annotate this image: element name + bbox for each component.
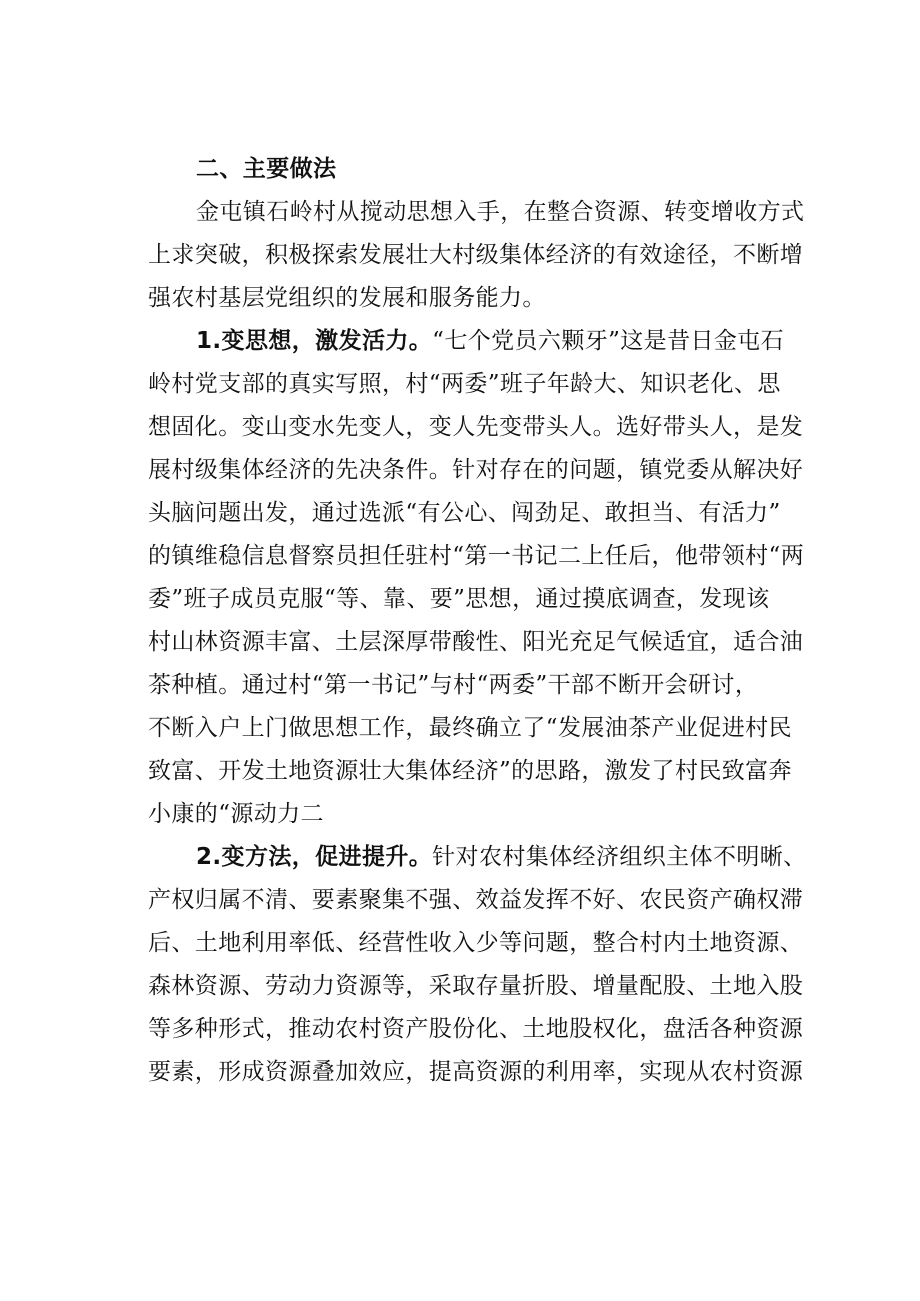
paragraph-line: 茶种植。通过村“第一书记”与村“两委”干部不断开会研讨， bbox=[148, 672, 759, 698]
paragraph-line: 强农村基层党组织的发展和服务能力。 bbox=[148, 285, 546, 311]
point2-first-line-text: 针对农村集体经济组织主体不明晰、 bbox=[432, 844, 807, 870]
paragraph-line: 委”班子成员克服“等、靠、要”思想，通过摸底调查，发现该 bbox=[148, 586, 770, 612]
paragraph-first-line bbox=[148, 836, 807, 879]
point1-first-line-text: “七个党员六颗牙”这是昔日金屯石 bbox=[432, 328, 785, 354]
paragraph-line: 的镇维稳信息督察员担任驻村“第一书记二上任后，他带领村“两 bbox=[148, 543, 805, 569]
point2-paragraph bbox=[148, 836, 807, 1094]
point1-title: 1.变思想，激发活力。 bbox=[196, 328, 433, 354]
document-body bbox=[148, 148, 807, 1094]
paragraph-first-line bbox=[148, 320, 803, 363]
paragraph-line: 等多种形式，推动农村资产股份化、土地股权化，盘活各种资源 bbox=[148, 1016, 804, 1042]
paragraph-line: 要素，形成资源叠加效应，提高资源的利用率，实现从农村资源 bbox=[148, 1059, 804, 1085]
paragraph-line: 展村级集体经济的先决条件。针对存在的问题，镇党委从解决好 bbox=[148, 457, 804, 483]
paragraph-line: 上求突破，积极探索发展壮大村级集体经济的有效途径，不断增 bbox=[148, 242, 804, 268]
paragraph-line: 头脑问题出发，通过选派“有公心、闯劲足、敢担当、有活力” bbox=[148, 500, 781, 526]
paragraph-line: 不断入户上门做思想工作，最终确立了“发展油茶产业促进村民 bbox=[148, 715, 792, 741]
paragraph-line: 产权归属不清、要素聚集不强、效益发挥不好、农民资产确权滞 bbox=[148, 887, 804, 913]
paragraph-line: 岭村党支部的真实写照，村“两委”班子年龄大、知识老化、思 bbox=[148, 371, 781, 397]
section-heading: 二、主要做法 bbox=[196, 156, 337, 182]
intro-paragraph bbox=[148, 191, 803, 320]
paragraph-line: 后、土地利用率低、经营性收入少等问题，整合村内土地资源、 bbox=[148, 930, 804, 956]
point1-paragraph bbox=[148, 320, 803, 836]
paragraph-line: 想固化。变山变水先变人，变人先变带头人。选好带头人，是发 bbox=[148, 414, 804, 440]
paragraph-line: 金屯镇石岭村从搅动思想入手，在整合资源、转变增收方式 bbox=[196, 199, 805, 225]
paragraph-line: 致富、开发土地资源壮大集体经济”的思路，激发了村民致富奔 bbox=[148, 758, 792, 784]
paragraph-line: 村山林资源丰富、土层深厚带酸性、阳光充足气候适宜，适合油 bbox=[148, 629, 804, 655]
point2-title: 2.变方法，促进提升。 bbox=[196, 844, 433, 870]
paragraph-line: 森林资源、劳动力资源等，采取存量折股、增量配股、土地入股 bbox=[148, 973, 804, 999]
paragraph-line: 小康的“源动力二 bbox=[148, 801, 324, 827]
